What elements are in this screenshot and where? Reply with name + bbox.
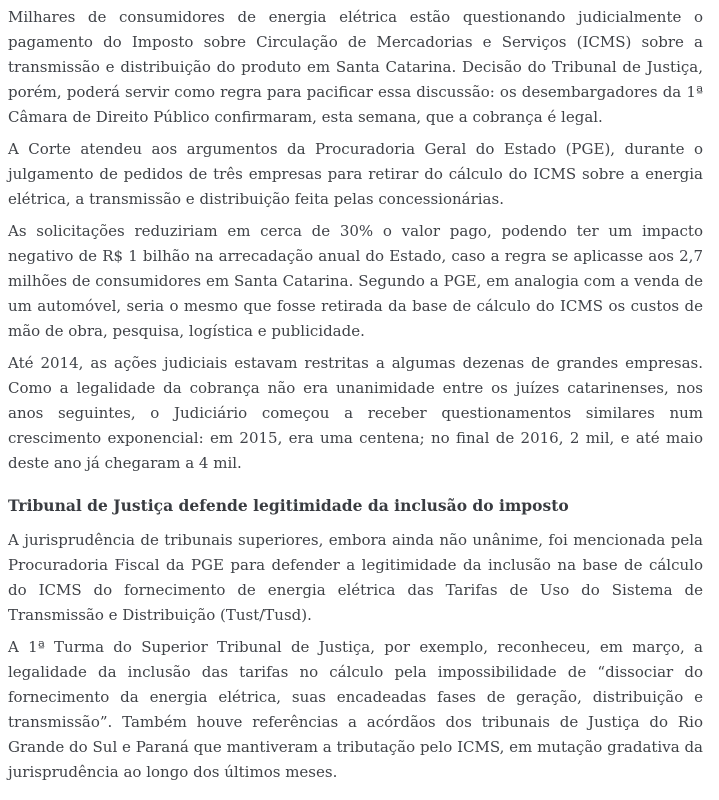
article-paragraph-4: Até 2014, as ações judiciais estavam restritas a algumas dezenas de grandes empresas. Como a legalidade da cobrança não era unanimidade entre os juízes catarinenses, nos anos seguintes, o Judiciário começou a receber questionamentos similares num crescimento exponencial: em 2015, era uma centena; no final de 2016, 2 mil, e até maio deste ano já chegaram a 4 mil.: [8, 354, 703, 472]
article-paragraph-1: Milhares de consumidores de energia elétrica estão questionando judicialmente o pagamento do Imposto sobre Circulação de Mercadorias e Serviços (ICMS) sobre a transmissão e distribuição do produto em Santa Catarina. Decisão do Tribunal de Justiça, porém, poderá servir como regra para pacificar essa discussão: os desembargadores da 1ª Câmara de Direito Público confirmaram, esta semana, que a cobrança é legal.: [8, 8, 703, 126]
article-paragraph-3: As solicitações reduziriam em cerca de 30% o valor pago, podendo ter um impacto negativo de R$ 1 bilhão na arrecadação anual do Estado, caso a regra se aplicasse aos 2,7 milhões de consumidores em Santa Catarina. Segundo a PGE, em analogia com a venda de um automóvel, seria o mesmo que fosse retirada da base de cálculo do ICMS os custos de mão de obra, pesquisa, logística e publicidade.: [8, 222, 703, 340]
article-paragraph-6: A 1ª Turma do Superior Tribunal de Justiça, por exemplo, reconheceu, em março, a legalidade da inclusão das tarifas no cálculo pela impossibilidade de “dissociar do fornecimento da energia elétrica, suas encadeadas fases de geração, distribuição e transmissão”. Também houve referências a acórdãos dos tribunais de Justiça do Rio Grande do Sul e Paraná que mantiveram a tributação pelo ICMS, em mutação gradativa da jurisprudência ao longo dos últimos meses.: [8, 638, 703, 781]
article-subheading: Tribunal de Justiça defende legitimidade da inclusão do imposto: [8, 496, 569, 515]
article-paragraph-5: A jurisprudência de tribunais superiores, embora ainda não unânime, foi mencionada pela Procuradoria Fiscal da PGE para defender a legitimidade da inclusão na base de cálculo do ICMS do fornecimento de energia elétrica das Tarifas de Uso do Sistema de Transmissão e Distribuição (Tust/Tusd).: [8, 531, 703, 624]
article-paragraph-2: A Corte atendeu aos argumentos da Procuradoria Geral do Estado (PGE), durante o julgamento de pedidos de três empresas para retirar do cálculo do ICMS sobre a energia elétrica, a transmissão e distribuição feita pelas concessionárias.: [8, 140, 703, 208]
